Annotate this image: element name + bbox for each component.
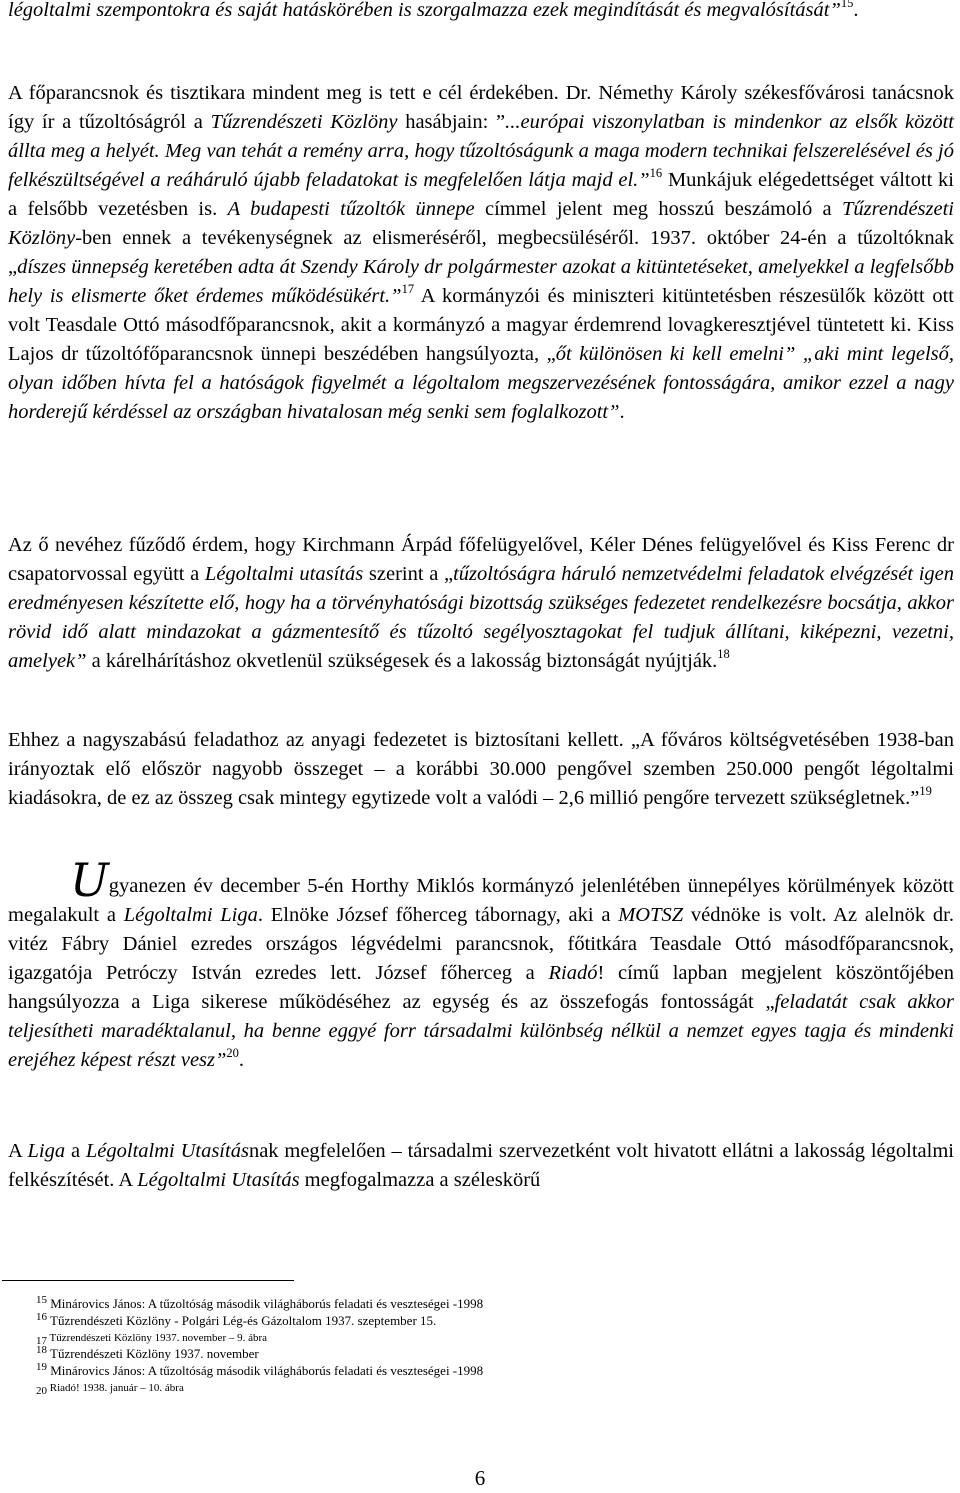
text-run: nak megfelelően – társadalmi szervezetként volt hivatott ellátni a lakosság légoltalmi felkészítését. A [8, 1140, 954, 1191]
footnote-separator [2, 1280, 294, 1281]
footnote [36, 1296, 936, 1313]
text-run: A főparancsnok és tisztikara mindent meg is tett e cél érdekében. Dr. Némethy Károly székesfővárosi tanácsnok így ír a tűzoltóságról a [8, 82, 954, 133]
footnote-reference: 17 [401, 282, 415, 296]
footnote-number: 17 [36, 1335, 47, 1347]
paragraph-5 [8, 853, 955, 1075]
italic-text: MOTSZ [618, 904, 684, 926]
footnote-text: Tűzrendészeti Közlöny 1937. november – 9. ábra [47, 1332, 268, 1344]
italic-text: Tűzrendészeti Közlöny [8, 198, 954, 249]
paragraph-2 [8, 79, 954, 427]
footnote [36, 1363, 936, 1380]
text-run: gyanezen év december 5-én Horthy Miklós kormányzó jelenlétében ünnepélyes körülmények között megalakult a [8, 875, 954, 926]
text-run: védnöke is volt. Az alelnök dr. vitéz Fábry Dániel ezredes országos légvédelmi parancsnok, főtitkára Teasdale Ottó másodfőparancsnok, igazgatója Petróczy István ezredes lett. József főherceg a [8, 904, 955, 984]
footnote-reference: 19 [919, 784, 932, 798]
text-run: . [619, 401, 625, 423]
italic-text: Légoltalmi utasítás [204, 563, 364, 585]
footnote-reference: 18 [717, 647, 730, 661]
footnote-text: Tűzrendészeti Közlöny 1937. november [47, 1346, 259, 1361]
italic-text: Liga [27, 1140, 66, 1162]
text-run: Ehhez a nagyszabású feladathoz az anyagi fedezetet is biztosítani kellett. „A főváros költségvetésében 1938-ban irányoztak elő először nagyobb összeget – a korábbi 30.000 pengővel szemben 250.000 pengőt légoltalmi kiadásokra, de ez az összeg csak mintegy egytizede volt a valódi – 2,6 millió pengőre tervezett szükségletnek.” [8, 729, 954, 809]
text-run: Az ő nevéhez fűződő érdem, hogy Kirchmann Árpád főfelügyelővel, Kéler Dénes felügyelővel és Kiss Ferenc dr csapatorvossal együtt a [8, 534, 954, 585]
footnote-reference: 15 [840, 0, 854, 10]
paragraph-5-body [8, 875, 954, 1071]
text-run: a [65, 1140, 86, 1162]
text-run: szerint a „ [363, 563, 454, 585]
text-run: a kárelhárításhoz okvetlenül szükségesek és a lakosság biztonságát nyújtják. [86, 650, 718, 672]
footnote-text: Riadó! 1938. január – 10. ábra [47, 1382, 184, 1394]
footnote-number: 19 [36, 1361, 47, 1373]
page-number: 6 [474, 1466, 486, 1490]
text-run: megfogalmazza a széleskörű [299, 1169, 541, 1191]
paragraph-3 [8, 531, 954, 676]
footnotes [36, 1296, 936, 1396]
footnote-number: 16 [36, 1311, 47, 1323]
text-run: . Elnöke József főherceg tábornagy, aki a [257, 904, 619, 926]
italic-text: őt különösen ki kell emelni” „aki mint legelső, olyan időben hívta fel a hatóságok figyelmét a légoltalom megszervezésének fontosságára, amikor ezzel a nagy horderejű kérdéssel az országban hivatalosan még senki sem foglalkozott” [8, 343, 955, 423]
footnote [36, 1313, 936, 1330]
italic-text: Légoltalmi Utasítás [85, 1140, 249, 1162]
text-run: -ben ennek a tevékenységnek az elismeréséről, megbecsüléséről. 1937. október 24-én a tűzoltóknak „ [8, 227, 954, 278]
text-run: címmel jelent meg hosszú beszámoló a [474, 198, 842, 220]
text-run: A kormányzói és miniszteri kitüntetésben részesülők között ott volt Teasdale Ottó másodfőparancsnok, akit a kormányzó a magyar érdemrend lovagkeresztjével tüntetett ki. Kiss Lajos dr tűzoltófőparancsnok ünnepi beszédében hangsúlyozta, „ [8, 285, 954, 365]
italic-text: feladatát csak akkor teljesítheti maradéktalanul, ha benne eggyé forr társadalmi különbség nélkül a nemzet egyes tagja és mindenki erejéhez képest részt vesz” [8, 991, 954, 1071]
footnote [36, 1346, 936, 1363]
paragraph-4 [8, 726, 954, 813]
footnote-text: Minárovics János: A tűzoltóság második világháborús feladati és veszteségei -1998 [47, 1363, 484, 1378]
footnote-text: Tűzrendészeti Közlöny - Polgári Lég-és Gázoltalom 1937. szeptember 15. [47, 1313, 437, 1328]
footnote-text: Minárovics János: A tűzoltóság második világháborús feladati és veszteségei -1998 [47, 1296, 484, 1311]
italic-text: Tűzrendészeti Közlöny [210, 111, 398, 133]
text-run: hasábjain: ” [397, 111, 506, 133]
drop-cap: U [70, 853, 109, 907]
italic-text: légoltalmi szempontokra és saját hatáskörében is szorgalmazza ezek megindítását és megvalósítását” [8, 0, 841, 21]
text-run: . [853, 0, 859, 21]
paragraph-6 [8, 1137, 954, 1195]
italic-text: A budapesti tűzoltók ünnepe [227, 198, 475, 220]
footnote [36, 1330, 936, 1346]
text-run: Munkájuk elégedettséget váltott ki a felsőbb vezetésben is. [8, 169, 954, 220]
italic-text: Riadó [548, 962, 598, 984]
italic-text: díszes ünnepség keretében adta át Szendy Károly dr polgármester azokat a kitüntetéseket, amelyekkel a legfelsőbb hely is elismerte őket érdemes működésükért.” [8, 256, 954, 307]
footnote-reference: 16 [649, 166, 663, 180]
footnote-number: 20 [36, 1385, 47, 1397]
footnote-number: 18 [36, 1344, 47, 1356]
italic-text: Légoltalmi Utasítás [137, 1169, 300, 1191]
italic-text: tűzoltóságra háruló nemzetvédelmi feladatok elvégzését igen eredményesen készítette elő, hogy ha a törvényhatósági bizottság szükséges fedezetet rendelkezésre bocsátja, akkor rövid idő alatt mindazokat a gázmentesítő és tűzoltó segélyosztagokat fel tudjuk állítani, kiképezni, vezetni, amelyek” [8, 563, 955, 672]
italic-text: ...európai viszonylatban is mindenkor az elsők között állta meg a helyét. Meg van tehát a remény arra, hogy tűzoltóságunk a maga modern technikai felszerelésével és jó felkészültségével a reáháruló újabb feladatokat is megfelelően látja majd el.” [8, 111, 954, 191]
footnote-reference: 20 [226, 1046, 239, 1060]
footnote-number: 15 [36, 1294, 47, 1306]
paragraph-1 [8, 0, 954, 25]
footnote [36, 1380, 936, 1396]
italic-text: Légoltalmi Liga [123, 904, 258, 926]
text-run: . [238, 1049, 245, 1071]
text-run: A [8, 1140, 28, 1162]
text-run: ! című lapban megjelent köszöntőjében hangsúlyozza a Liga sikerese működéséhez az egység és az összefogás fontosságát „ [8, 962, 954, 1013]
